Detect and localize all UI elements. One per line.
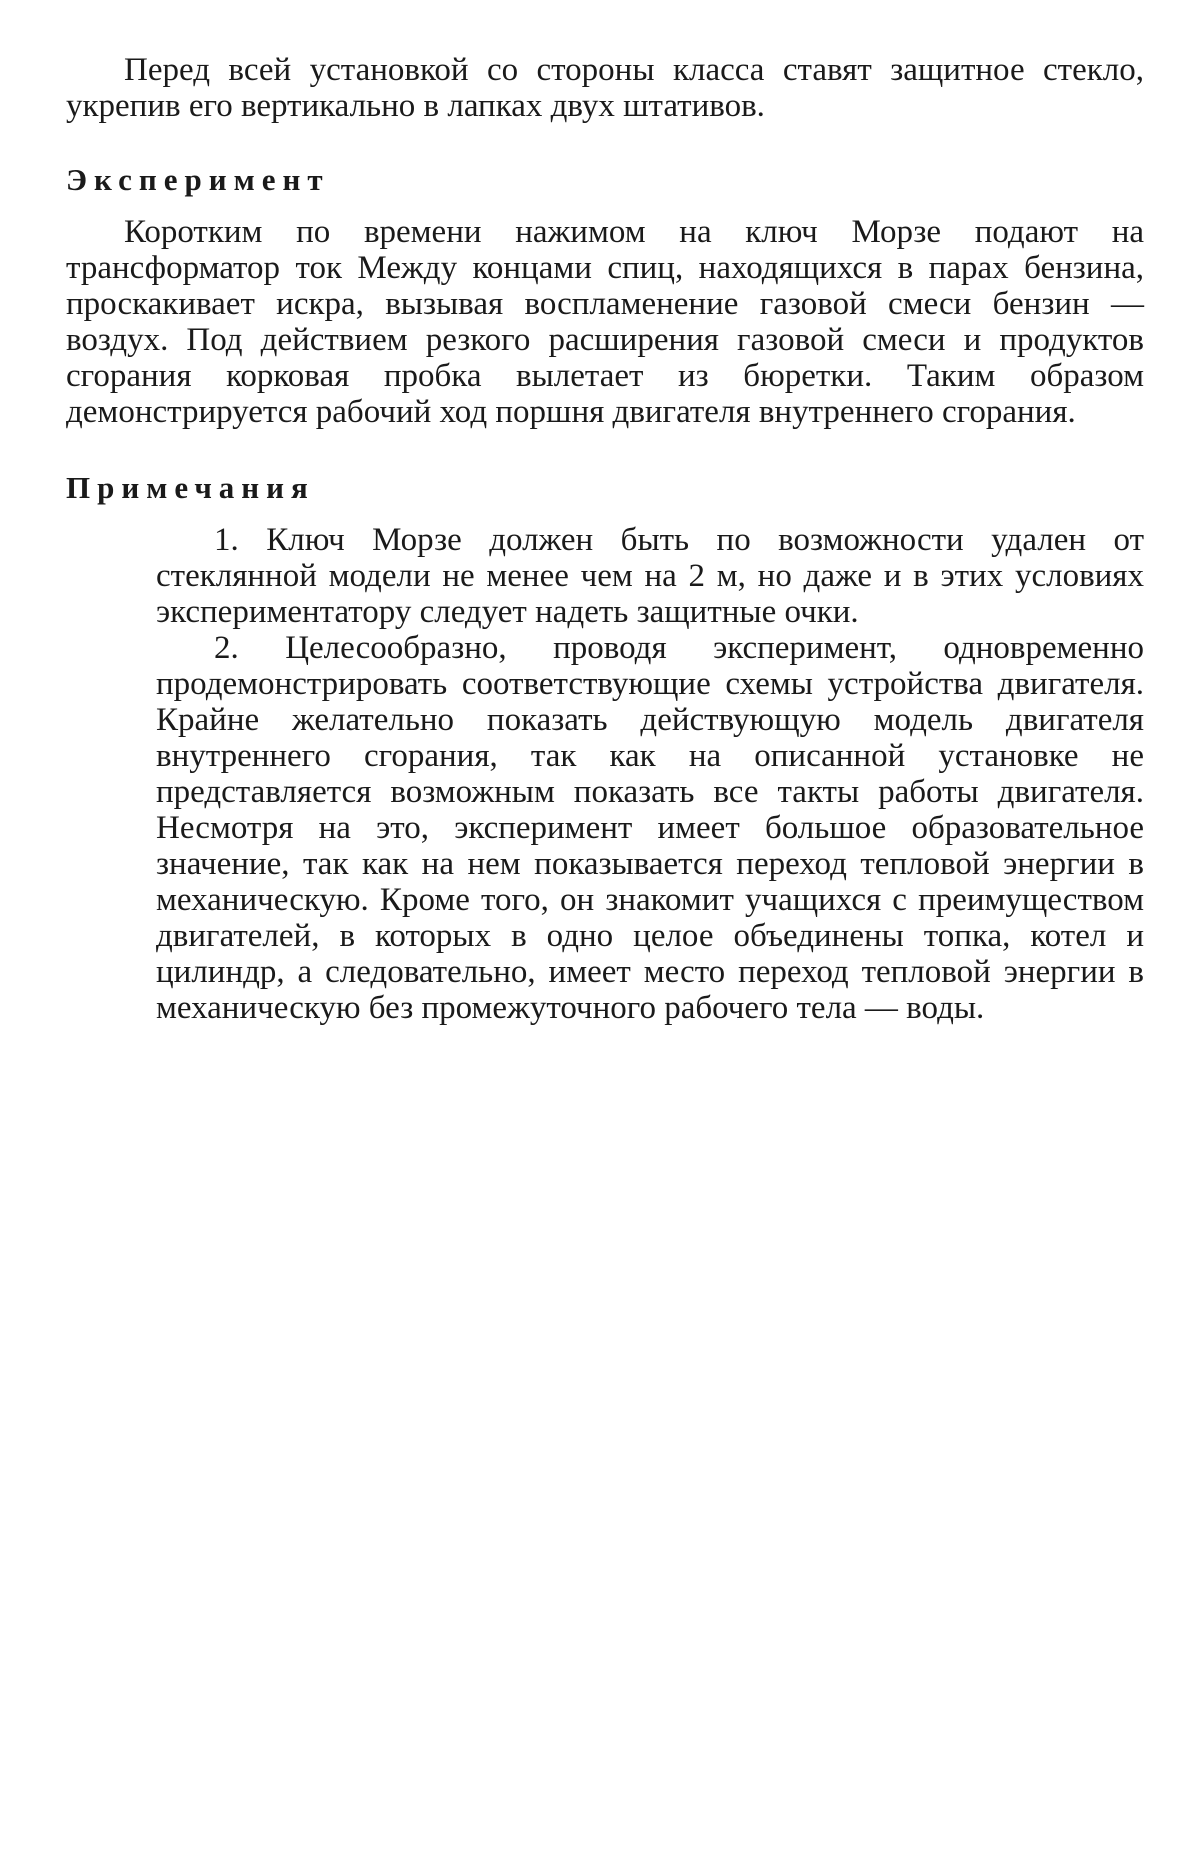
- document-page: [66, 52, 1144, 1026]
- note-number: 2.: [214, 630, 239, 666]
- experiment-heading: Эксперимент: [66, 162, 1144, 198]
- note-text: Ключ Морзе должен быть по возможности удален от стеклянной модели не менее чем на 2 м, но даже и в этих условиях экспериментатору следует надеть защитные очки.: [156, 522, 1144, 630]
- intro-paragraph: Перед всей установкой со стороны класса ставят защитное стекло, укрепив его вертикально в лапках двух штативов.: [66, 52, 1144, 124]
- note-number: 1.: [214, 522, 239, 558]
- note-item: [156, 522, 1144, 630]
- notes-heading: Примечания: [66, 470, 1144, 506]
- experiment-paragraph: Коротким по времени нажимом на ключ Морзе подают на трансформатор ток Между концами спиц, находящихся в парах бензина, проскакивает искра, вызывая воспламенение газовой смеси бензин — воздух. Под действием резкого расширения газовой смеси и продуктов сгорания корковая пробка вылетает из бюретки. Таким образом демонстрируется рабочий ход поршня двигателя внутреннего сгорания.: [66, 214, 1144, 430]
- note-item: [156, 630, 1144, 1026]
- notes-list: [66, 522, 1144, 1026]
- note-text: Целесообразно, проводя эксперимент, одновременно продемонстрировать соответствующие схемы устройства двигателя. Крайне желательно показать действующую модель двигателя внутреннего сгорания, так как на описанной установке не представляется возможным показать все такты работы двигателя. Несмотря на это, эксперимент имеет большое образовательное значение, так как на нем показывается переход тепловой энергии в механическую. Кроме того, он знакомит учащихся с преимуществом двигателей, в которых в одно целое объединены топка, котел и цилиндр, а следовательно, имеет место переход тепловой энергии в механическую без промежуточного рабочего тела — воды.: [156, 630, 1144, 1026]
